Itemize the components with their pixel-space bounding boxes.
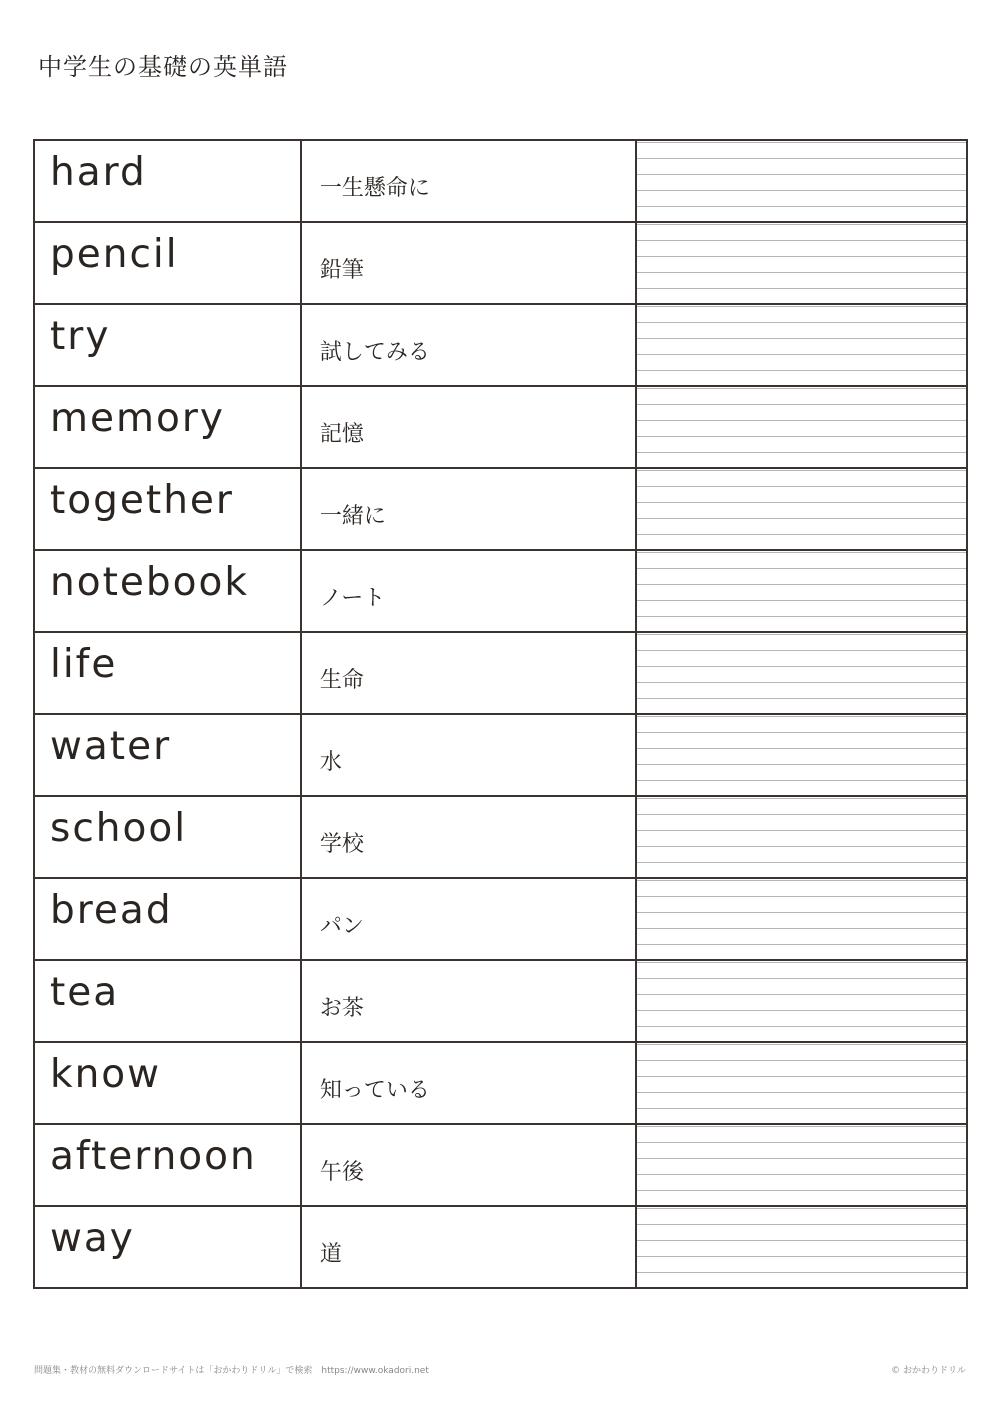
writing-practice-cell[interactable] xyxy=(636,714,967,796)
practice-ruled-lines xyxy=(637,1207,966,1287)
english-word-cell xyxy=(34,878,301,960)
vocab-row xyxy=(34,960,967,1042)
vocab-row xyxy=(34,386,967,468)
practice-ruled-lines xyxy=(637,633,966,713)
english-word: pencil xyxy=(50,231,179,277)
writing-practice-cell[interactable] xyxy=(636,1042,967,1124)
english-word: school xyxy=(50,805,188,851)
japanese-meaning: 学校 xyxy=(319,831,364,857)
page-title: 中学生の基礎の英単語 xyxy=(38,53,288,81)
japanese-meaning-cell xyxy=(301,632,636,714)
footer-site-info: 問題集・教材の無料ダウンロードサイトは「おかわりドリル」で検索 https://www.okadori.net xyxy=(34,1366,429,1376)
english-word-cell xyxy=(34,796,301,878)
practice-ruled-lines xyxy=(637,715,966,795)
english-word-cell xyxy=(34,632,301,714)
practice-ruled-lines xyxy=(637,141,966,221)
japanese-meaning-cell xyxy=(301,1124,636,1206)
vocab-row xyxy=(34,632,967,714)
practice-ruled-lines xyxy=(637,1125,966,1205)
practice-ruled-lines xyxy=(637,1043,966,1123)
writing-practice-cell[interactable] xyxy=(636,1124,967,1206)
english-word-cell xyxy=(34,1124,301,1206)
writing-practice-cell[interactable] xyxy=(636,386,967,468)
practice-ruled-lines xyxy=(637,961,966,1041)
writing-practice-cell[interactable] xyxy=(636,632,967,714)
vocabulary-table-body xyxy=(34,140,967,1288)
english-word-cell xyxy=(34,386,301,468)
english-word: way xyxy=(50,1215,135,1261)
japanese-meaning: パン xyxy=(319,913,364,939)
practice-ruled-lines xyxy=(637,223,966,303)
writing-practice-cell[interactable] xyxy=(636,468,967,550)
japanese-meaning: 一緒に xyxy=(319,503,386,529)
english-word-cell xyxy=(34,468,301,550)
japanese-meaning: 記憶 xyxy=(319,421,364,447)
english-word-cell xyxy=(34,1206,301,1288)
english-word: bread xyxy=(50,887,173,933)
japanese-meaning-cell xyxy=(301,386,636,468)
japanese-meaning: 生命 xyxy=(319,667,364,693)
vocab-row xyxy=(34,304,967,386)
japanese-meaning-cell xyxy=(301,878,636,960)
writing-practice-cell[interactable] xyxy=(636,304,967,386)
english-word: memory xyxy=(50,395,225,441)
vocab-row xyxy=(34,1042,967,1124)
japanese-meaning-cell xyxy=(301,140,636,222)
japanese-meaning-cell xyxy=(301,1206,636,1288)
practice-ruled-lines xyxy=(637,797,966,877)
japanese-meaning: 水 xyxy=(319,749,342,775)
japanese-meaning-cell xyxy=(301,468,636,550)
japanese-meaning-cell xyxy=(301,960,636,1042)
english-word: know xyxy=(50,1051,162,1097)
practice-ruled-lines xyxy=(637,469,966,549)
writing-practice-cell[interactable] xyxy=(636,960,967,1042)
english-word: notebook xyxy=(50,559,249,605)
english-word-cell xyxy=(34,304,301,386)
japanese-meaning: 試してみる xyxy=(319,339,430,365)
writing-practice-cell[interactable] xyxy=(636,796,967,878)
vocab-row xyxy=(34,1124,967,1206)
japanese-meaning-cell xyxy=(301,714,636,796)
english-word-cell xyxy=(34,1042,301,1124)
vocab-row xyxy=(34,550,967,632)
japanese-meaning-cell xyxy=(301,1042,636,1124)
vocab-row xyxy=(34,714,967,796)
vocab-row xyxy=(34,468,967,550)
japanese-meaning: 知っている xyxy=(319,1077,430,1103)
writing-practice-cell[interactable] xyxy=(636,550,967,632)
japanese-meaning: 一生懸命に xyxy=(319,175,430,201)
writing-practice-cell[interactable] xyxy=(636,140,967,222)
practice-ruled-lines xyxy=(637,551,966,631)
vocabulary-table xyxy=(33,139,968,1289)
english-word: hard xyxy=(50,149,147,195)
english-word-cell xyxy=(34,222,301,304)
english-word-cell xyxy=(34,714,301,796)
english-word: together xyxy=(50,477,234,523)
vocab-row xyxy=(34,222,967,304)
english-word: afternoon xyxy=(50,1133,257,1179)
english-word-cell xyxy=(34,550,301,632)
japanese-meaning-cell xyxy=(301,550,636,632)
japanese-meaning-cell xyxy=(301,222,636,304)
japanese-meaning: 午後 xyxy=(319,1159,364,1185)
japanese-meaning: 鉛筆 xyxy=(319,257,364,283)
vocab-row xyxy=(34,1206,967,1288)
vocab-row xyxy=(34,878,967,960)
japanese-meaning-cell xyxy=(301,796,636,878)
practice-ruled-lines xyxy=(637,305,966,385)
practice-ruled-lines xyxy=(637,387,966,467)
writing-practice-cell[interactable] xyxy=(636,222,967,304)
english-word-cell xyxy=(34,960,301,1042)
english-word: water xyxy=(50,723,172,769)
japanese-meaning: 道 xyxy=(319,1241,342,1267)
english-word-cell xyxy=(34,140,301,222)
japanese-meaning: お茶 xyxy=(319,995,364,1021)
writing-practice-cell[interactable] xyxy=(636,1206,967,1288)
japanese-meaning: ノート xyxy=(319,585,386,611)
vocab-row xyxy=(34,140,967,222)
footer-copyright: © おかわりドリル xyxy=(891,1366,966,1376)
english-word: tea xyxy=(50,969,120,1015)
writing-practice-cell[interactable] xyxy=(636,878,967,960)
vocab-row xyxy=(34,796,967,878)
english-word: try xyxy=(50,313,111,359)
practice-ruled-lines xyxy=(637,879,966,959)
japanese-meaning-cell xyxy=(301,304,636,386)
english-word: life xyxy=(50,641,118,687)
